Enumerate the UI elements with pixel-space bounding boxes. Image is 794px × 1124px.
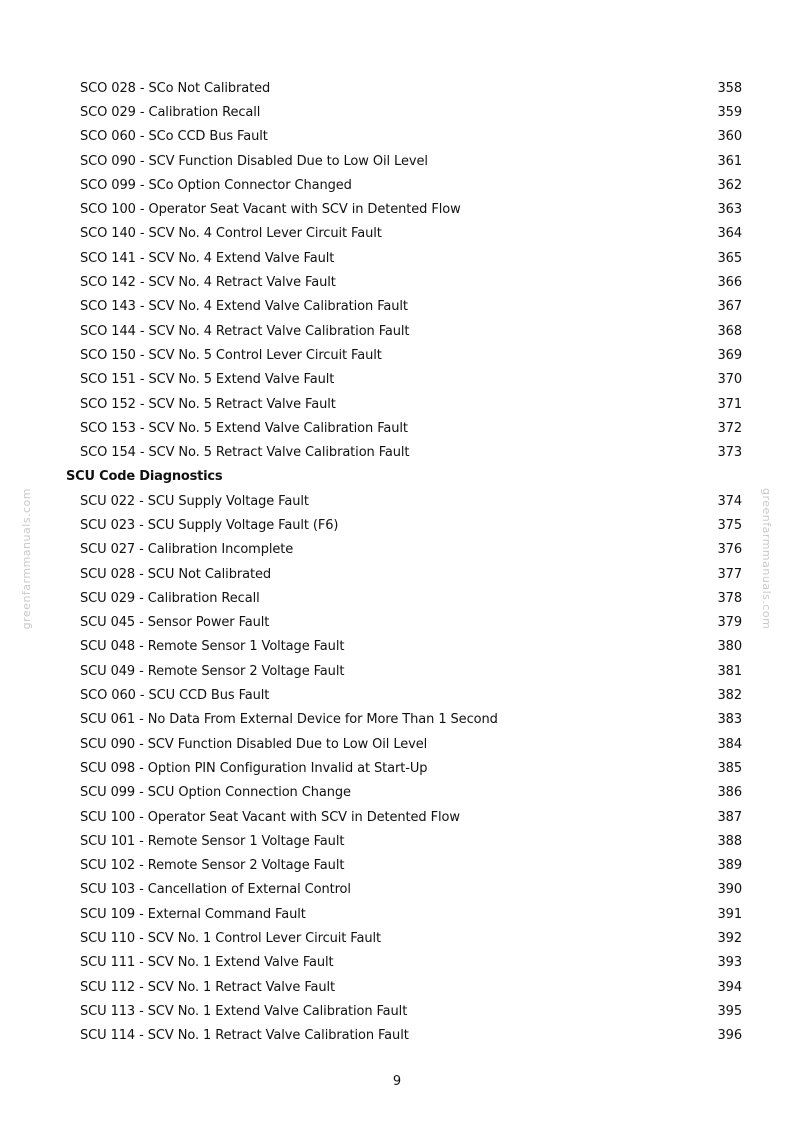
toc-entry-title[interactable]: SCO 028 - SCo Not Calibrated [80, 80, 271, 96]
toc-entry-page-number[interactable]: 387 [717, 809, 742, 825]
toc-entry-page-number[interactable]: 385 [717, 760, 742, 776]
toc-entry-page-number[interactable]: 362 [717, 177, 742, 193]
toc-entry-page-number[interactable]: 376 [717, 542, 742, 558]
toc-entry-title[interactable]: SCU 029 - Calibration Recall [80, 590, 260, 606]
toc-entry-title[interactable]: SCO 100 - Operator Seat Vacant with SCV in Detented Flow [80, 202, 461, 218]
toc-entry-title[interactable]: SCO 153 - SCV No. 5 Extend Valve Calibration Fault [80, 420, 408, 436]
toc-entry-title[interactable]: SCU 101 - Remote Sensor 1 Voltage Fault [80, 833, 345, 849]
toc-entry-title[interactable]: SCO 099 - SCo Option Connector Changed [80, 177, 352, 193]
toc-entry[interactable] [66, 149, 746, 173]
toc-entry[interactable] [66, 538, 746, 562]
toc-entry[interactable] [66, 611, 746, 635]
toc-entry-page-number[interactable]: 360 [717, 129, 742, 145]
toc-entry-page-number[interactable]: 393 [717, 955, 742, 971]
toc-entry-title[interactable]: SCO 029 - Calibration Recall [80, 104, 261, 120]
toc-entry-title[interactable]: SCO 144 - SCV No. 4 Retract Valve Calibration Fault [80, 323, 410, 339]
toc-entry-page-number[interactable]: 370 [717, 372, 742, 388]
toc-entry-title[interactable]: SCO 143 - SCV No. 4 Extend Valve Calibration Fault [80, 299, 408, 315]
toc-entry-title[interactable]: SCO 060 - SCU CCD Bus Fault [80, 688, 270, 704]
toc-entry[interactable] [66, 100, 746, 124]
toc-entry-title[interactable]: SCU 114 - SCV No. 1 Retract Valve Calibration Fault [80, 1028, 409, 1044]
toc-entry-title[interactable]: SCU 022 - SCU Supply Voltage Fault [80, 493, 309, 509]
toc-entry-page-number[interactable]: 391 [717, 906, 742, 922]
toc-entry-page-number[interactable]: 372 [717, 420, 742, 436]
toc-entry[interactable] [66, 197, 746, 221]
toc-entry-title[interactable]: SCO 140 - SCV No. 4 Control Lever Circuit Fault [80, 226, 382, 242]
toc-entry-title[interactable]: SCU 100 - Operator Seat Vacant with SCV in Detented Flow [80, 809, 460, 825]
toc-entry-title[interactable]: SCU 061 - No Data From External Device for More Than 1 Second [80, 712, 498, 728]
scu-entry-list [66, 489, 746, 1048]
toc-entry[interactable] [66, 902, 746, 926]
toc-entry-page-number[interactable]: 369 [717, 347, 742, 363]
toc-entry[interactable] [66, 781, 746, 805]
toc-entry-title[interactable]: SCU 028 - SCU Not Calibrated [80, 566, 272, 582]
sco-entry-list [66, 76, 746, 465]
toc-entry-title[interactable]: SCU 045 - Sensor Power Fault [80, 615, 270, 631]
toc-entry-title[interactable]: SCU 111 - SCV No. 1 Extend Valve Fault [80, 955, 334, 971]
toc-entry-page-number[interactable]: 380 [717, 639, 742, 655]
toc-entry-page-number[interactable]: 390 [717, 882, 742, 898]
toc-entry[interactable] [66, 440, 746, 464]
toc-entry-page-number[interactable]: 368 [717, 323, 742, 339]
toc-entry-page-number[interactable]: 366 [717, 275, 742, 291]
toc-entry-page-number[interactable]: 358 [717, 80, 742, 96]
toc-entry-page-number[interactable]: 396 [717, 1028, 742, 1044]
toc-entry-title[interactable]: SCU 109 - External Command Fault [80, 906, 306, 922]
toc-entry[interactable] [66, 732, 746, 756]
toc-entry-title[interactable]: SCO 154 - SCV No. 5 Retract Valve Calibration Fault [80, 445, 410, 461]
toc-entry-title[interactable]: SCU 098 - Option PIN Configuration Invalid at Start-Up [80, 760, 428, 776]
toc-entry-title[interactable]: SCO 142 - SCV No. 4 Retract Valve Fault [80, 275, 336, 291]
toc-entry-title[interactable]: SCO 152 - SCV No. 5 Retract Valve Fault [80, 396, 336, 412]
toc-entry[interactable] [66, 173, 746, 197]
toc-entry-page-number[interactable]: 359 [717, 104, 742, 120]
toc-entry-page-number[interactable]: 386 [717, 785, 742, 801]
toc-entry[interactable] [66, 926, 746, 950]
toc-entry-page-number[interactable]: 381 [717, 663, 742, 679]
toc-entry[interactable] [66, 659, 746, 683]
toc-entry-title[interactable]: SCU 023 - SCU Supply Voltage Fault (F6) [80, 517, 339, 533]
toc-entry[interactable] [66, 756, 746, 780]
toc-entry[interactable] [66, 975, 746, 999]
toc-entry-page-number[interactable]: 392 [717, 931, 742, 947]
toc-entry[interactable] [66, 586, 746, 610]
section-heading-scu[interactable]: SCU Code Diagnostics [66, 469, 223, 485]
toc-entry-page-number[interactable]: 383 [717, 712, 742, 728]
toc-entry[interactable] [66, 878, 746, 902]
toc-entry[interactable] [66, 829, 746, 853]
toc-entry-title[interactable]: SCU 112 - SCV No. 1 Retract Valve Fault [80, 979, 336, 995]
toc-entry-page-number[interactable]: 395 [717, 1003, 742, 1019]
toc-entry-title[interactable]: SCU 102 - Remote Sensor 2 Voltage Fault [80, 858, 345, 874]
toc-entry-page-number[interactable]: 388 [717, 833, 742, 849]
toc-entry-page-number[interactable]: 373 [717, 445, 742, 461]
toc-entry-page-number[interactable]: 378 [717, 590, 742, 606]
toc-entry-title[interactable]: SCU 113 - SCV No. 1 Extend Valve Calibration Fault [80, 1003, 408, 1019]
toc-entry-page-number[interactable]: 379 [717, 615, 742, 631]
toc-entry[interactable] [66, 319, 746, 343]
toc-entry-title[interactable]: SCU 049 - Remote Sensor 2 Voltage Fault [80, 663, 345, 679]
toc-entry-page-number[interactable]: 365 [717, 250, 742, 266]
toc-entry-page-number[interactable]: 363 [717, 202, 742, 218]
toc-entry[interactable] [66, 854, 746, 878]
toc-entry[interactable] [66, 246, 746, 270]
toc-entry-title[interactable]: SCU 048 - Remote Sensor 1 Voltage Fault [80, 639, 345, 655]
toc-entry[interactable] [66, 951, 746, 975]
toc-entry-title[interactable]: SCO 090 - SCV Function Disabled Due to Low Oil Level [80, 153, 428, 169]
toc-entry-title[interactable]: SCO 060 - SCo CCD Bus Fault [80, 129, 268, 145]
toc-entry[interactable] [66, 1024, 746, 1048]
toc-entry-title[interactable]: SCO 141 - SCV No. 4 Extend Valve Fault [80, 250, 335, 266]
toc-entry-title[interactable]: SCU 103 - Cancellation of External Control [80, 882, 351, 898]
toc-entry[interactable] [66, 805, 746, 829]
toc-entry-page-number[interactable]: 377 [717, 566, 742, 582]
toc-entry[interactable] [66, 222, 746, 246]
toc-entry[interactable] [66, 683, 746, 707]
toc-entry[interactable] [66, 368, 746, 392]
toc-entry[interactable] [66, 76, 746, 100]
toc-entry-page-number[interactable]: 364 [717, 226, 742, 242]
table-of-contents [66, 76, 746, 1048]
toc-entry[interactable] [66, 708, 746, 732]
toc-entry-page-number[interactable]: 371 [717, 396, 742, 412]
toc-entry-page-number[interactable]: 374 [717, 493, 742, 509]
toc-entry-page-number[interactable]: 384 [717, 736, 742, 752]
watermark-right: greenfarmmanuals.com [760, 488, 773, 630]
toc-entry-title[interactable]: SCU 110 - SCV No. 1 Control Lever Circuit Fault [80, 931, 381, 947]
toc-entry[interactable] [66, 999, 746, 1023]
toc-entry[interactable] [66, 392, 746, 416]
toc-entry-page-number[interactable]: 361 [717, 153, 742, 169]
toc-entry[interactable] [66, 513, 746, 537]
toc-entry-title[interactable]: SCU 027 - Calibration Incomplete [80, 542, 294, 558]
toc-entry[interactable] [66, 416, 746, 440]
toc-entry-title[interactable]: SCO 150 - SCV No. 5 Control Lever Circuit Fault [80, 347, 382, 363]
toc-entry-title[interactable]: SCO 151 - SCV No. 5 Extend Valve Fault [80, 372, 335, 388]
toc-entry[interactable] [66, 489, 746, 513]
toc-entry[interactable] [66, 270, 746, 294]
toc-entry[interactable] [66, 635, 746, 659]
toc-entry[interactable] [66, 295, 746, 319]
toc-entry-page-number[interactable]: 375 [717, 517, 742, 533]
watermark-left: greenfarmmanuals.com [20, 488, 33, 630]
toc-entry[interactable] [66, 125, 746, 149]
toc-entry-title[interactable]: SCU 099 - SCU Option Connection Change [80, 785, 351, 801]
page-number: 9 [392, 1074, 402, 1089]
toc-entry[interactable] [66, 343, 746, 367]
toc-entry[interactable] [66, 562, 746, 586]
toc-entry-page-number[interactable]: 382 [717, 688, 742, 704]
toc-entry-page-number[interactable]: 367 [717, 299, 742, 315]
toc-entry-page-number[interactable]: 389 [717, 858, 742, 874]
toc-entry-title[interactable]: SCU 090 - SCV Function Disabled Due to Low Oil Level [80, 736, 428, 752]
toc-entry-page-number[interactable]: 394 [717, 979, 742, 995]
